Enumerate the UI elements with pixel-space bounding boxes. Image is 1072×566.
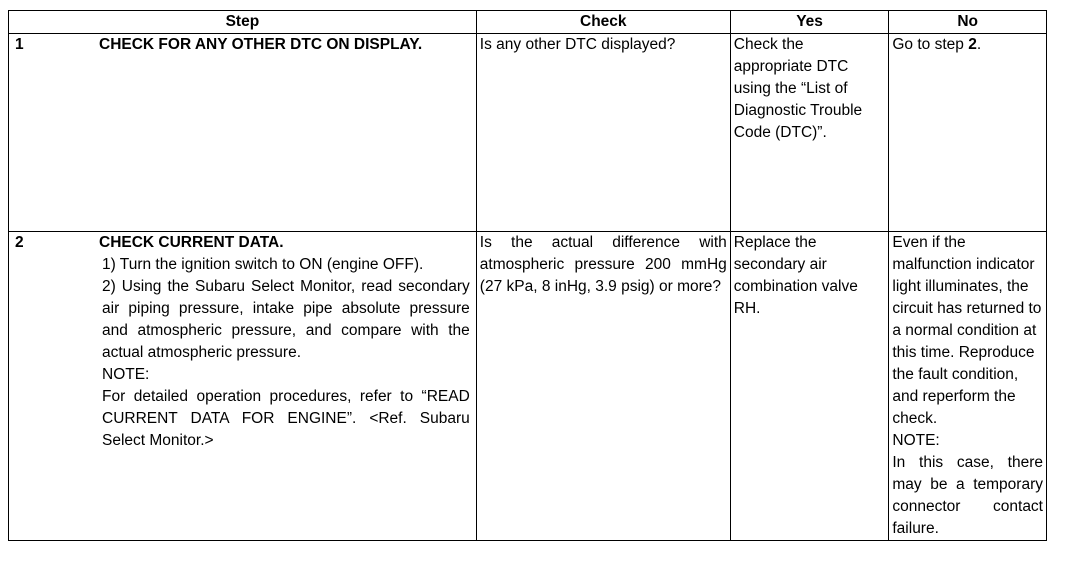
step-title: CHECK FOR ANY OTHER DTC ON DISPLAY. bbox=[99, 36, 423, 53]
no-text: Go to step bbox=[892, 36, 969, 53]
table-row bbox=[9, 34, 1047, 232]
header-check: Check bbox=[476, 11, 730, 34]
step-title: CHECK CURRENT DATA. bbox=[99, 234, 284, 251]
yes-cell: Check the appropriate DTC using the “List of Diagnostic Trouble Code (DTC)”. bbox=[730, 34, 889, 232]
step-note-label: NOTE: bbox=[102, 366, 150, 383]
step-cell bbox=[9, 34, 477, 232]
no-cell bbox=[889, 34, 1047, 232]
header-step: Step bbox=[9, 11, 477, 34]
table-row bbox=[9, 232, 1047, 541]
yes-cell: Replace the secondary air combination valve RH. bbox=[730, 232, 889, 541]
step-substep-1: 1) Turn the ignition switch to ON (engine OFF). bbox=[102, 256, 424, 273]
no-note-label: NOTE: bbox=[892, 432, 940, 449]
step-cell bbox=[9, 232, 477, 541]
step-note-text: For detailed operation procedures, refer to “READ CURRENT DATA FOR ENGINE”. <Ref. Subaru Select Monitor.> bbox=[102, 388, 470, 449]
no-note-text: In this case, there may be a temporary connector contact failure. bbox=[892, 454, 1043, 537]
check-cell: Is the actual difference with atmospheric pressure 200 mmHg (27 kPa, 8 inHg, 3.9 psig) or more? bbox=[476, 232, 730, 541]
header-no: No bbox=[889, 11, 1047, 34]
table-header-row bbox=[9, 11, 1047, 34]
step-substep-2: 2) Using the Subaru Select Monitor, read secondary air piping pressure, intake pipe absolute pressure and atmospheric pressure, and compare with the actual atmospheric pressure. bbox=[102, 278, 470, 361]
no-text: Even if the malfunction indicator light illuminates, the circuit has returned to a normal condition at this time. Reproduce the fault condition, and reperform the check. bbox=[892, 234, 1042, 427]
diagnostic-table bbox=[8, 10, 1047, 541]
check-cell: Is any other DTC displayed? bbox=[476, 34, 730, 232]
no-cell bbox=[889, 232, 1047, 541]
header-yes: Yes bbox=[730, 11, 889, 34]
no-step-link: 2 bbox=[968, 36, 977, 53]
step-number: 2 bbox=[15, 234, 24, 251]
no-suffix: . bbox=[976, 36, 982, 53]
step-number: 1 bbox=[15, 36, 24, 53]
